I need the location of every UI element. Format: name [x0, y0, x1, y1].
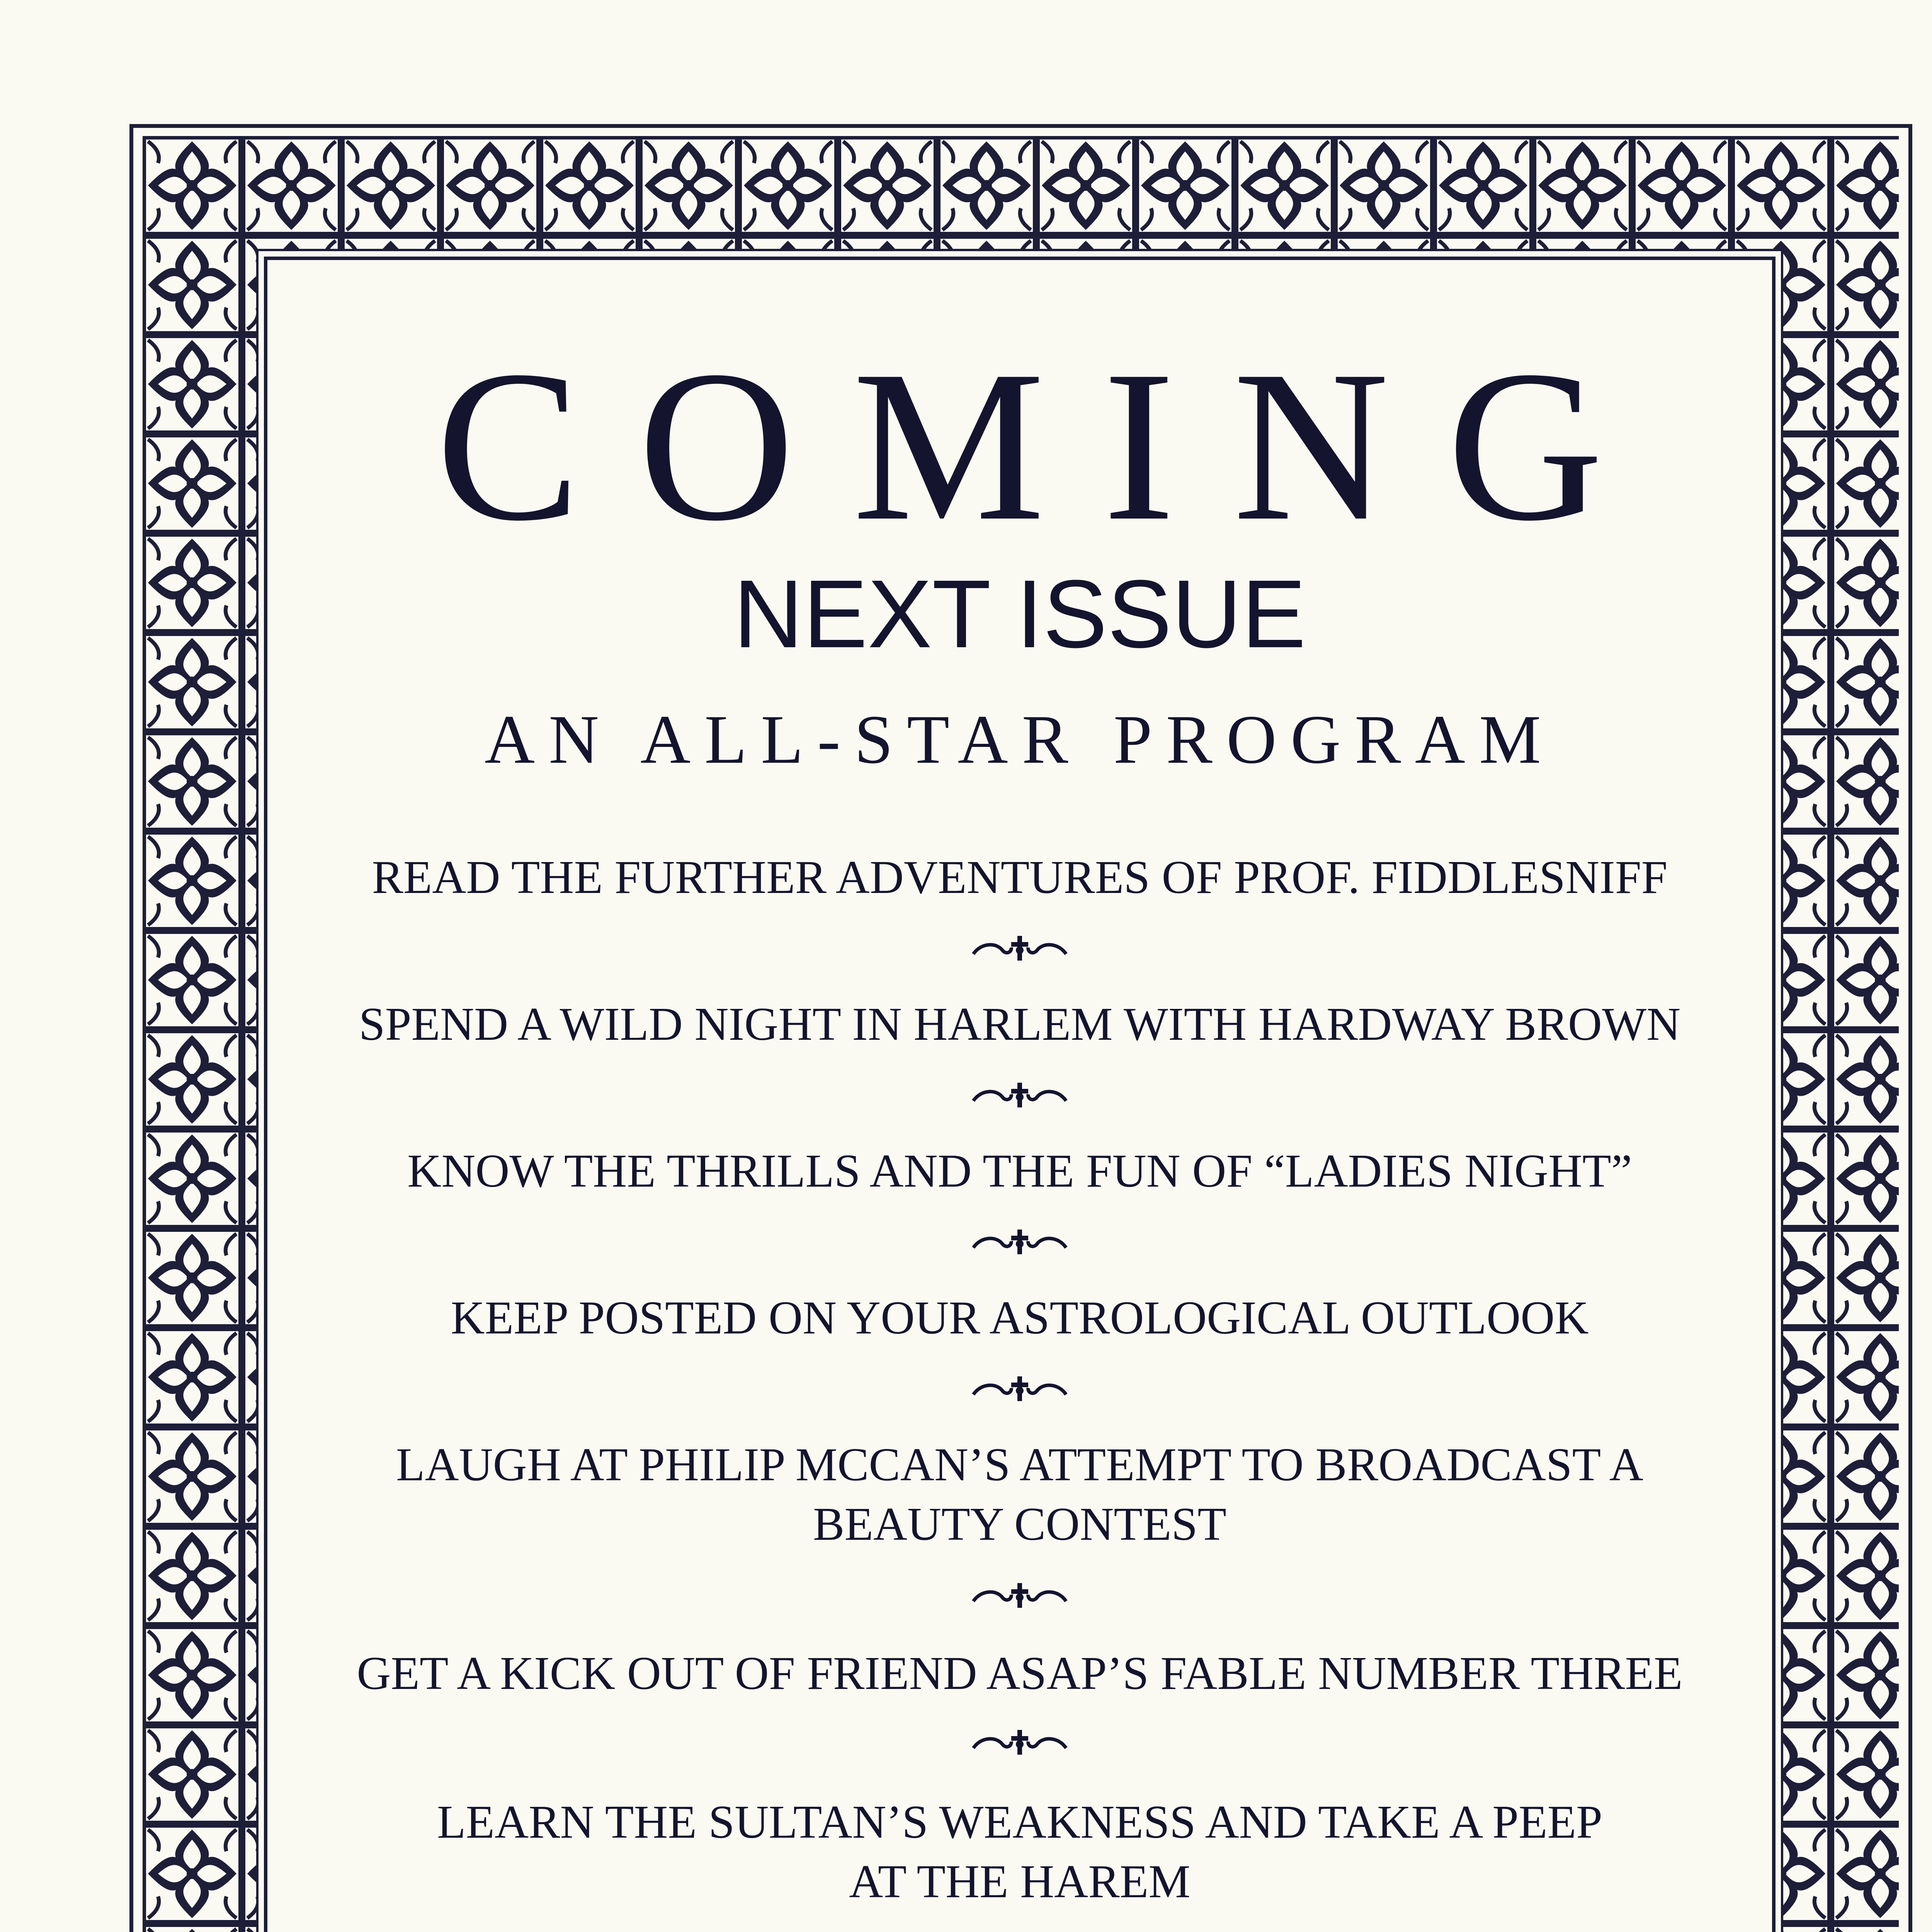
fleuron-ornament-icon	[966, 1080, 1074, 1111]
fleuron-ornament-icon	[966, 1727, 1074, 1758]
fleuron-ornament-icon	[966, 1373, 1074, 1404]
advertisement-content	[264, 257, 1776, 1932]
feature-item: READ THE FURTHER ADVENTURES OF PROF. FIDDLESNIFF	[372, 851, 1668, 903]
fleuron-ornament-icon	[966, 1580, 1074, 1611]
feature-item: LEARN THE SULTAN’S WEAKNESS AND TAKE A PEEP AT THE HAREM	[437, 1796, 1603, 1908]
feature-item: SPEND A WILD NIGHT IN HARLEM WITH HARDWAY BROWN	[359, 998, 1681, 1050]
feature-item: KNOW THE THRILLS AND THE FUN OF “LADIES NIGHT”	[407, 1145, 1632, 1197]
fleuron-ornament-icon	[966, 933, 1074, 964]
coming-heading: COMING	[436, 326, 1662, 566]
feature-item: LAUGH AT PHILIP MCCAN’S ATTEMPT TO BROADCAST A BEAUTY CONTEST	[396, 1439, 1643, 1550]
program-subheading: AN ALL-STAR PROGRAM	[485, 701, 1555, 778]
feature-item: KEEP POSTED ON YOUR ASTROLOGICAL OUTLOOK	[451, 1292, 1589, 1344]
fleuron-ornament-icon	[966, 1226, 1074, 1257]
next-issue-heading: NEXT ISSUE	[733, 560, 1306, 668]
feature-item: GET A KICK OUT OF FRIEND ASAP’S FABLE NUMBER THREE	[357, 1647, 1683, 1699]
